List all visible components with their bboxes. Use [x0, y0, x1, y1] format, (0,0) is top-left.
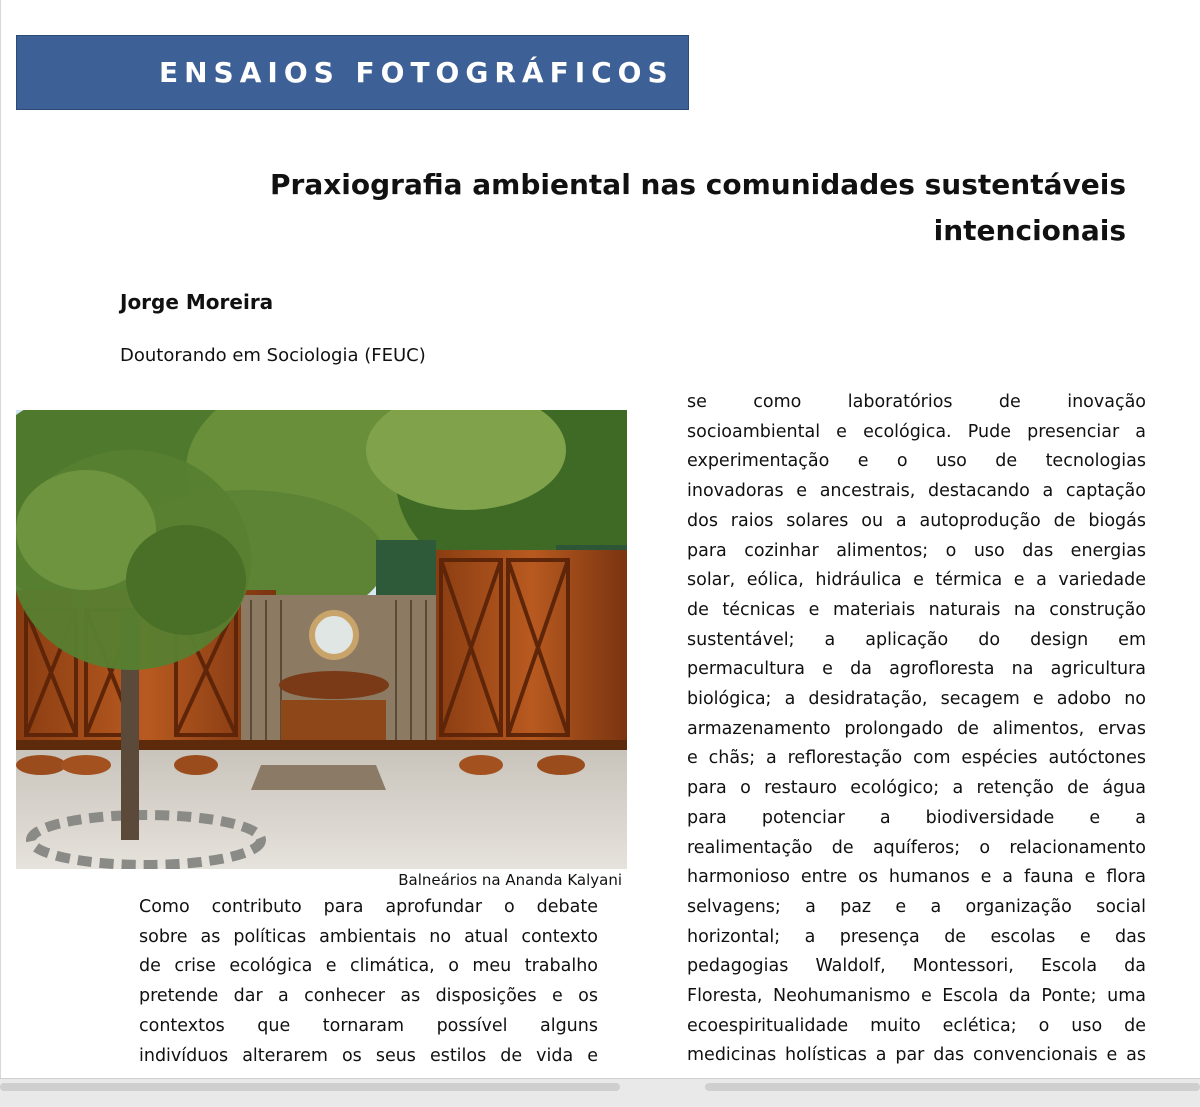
body-column-right [687, 388, 1146, 1071]
body-line: harmonioso entre os humanos e a fauna e flora [687, 867, 1146, 888]
body-column-left [139, 893, 598, 1071]
horizontal-scrollbar[interactable] [0, 1078, 1200, 1107]
body-line: solar, eólica, hidráulica e térmica e a variedade [687, 570, 1146, 591]
section-label: ENSAIOS FOTOGRÁFICOS [159, 56, 674, 89]
body-line: para cozinhar alimentos; o uso das energias [687, 540, 1146, 561]
section-header-band [16, 35, 689, 110]
body-line: realimentação de aquíferos; o relacionamento [687, 837, 1146, 858]
body-line: permacultura e da agrofloresta na agricultura [687, 659, 1146, 680]
body-line: se como laboratórios de inovação [687, 392, 1146, 412]
body-line: Como contributo para aprofundar o debate [139, 897, 598, 917]
body-line: de técnicas e materiais naturais na construção [687, 599, 1146, 620]
body-line: medicinas holísticas a par das convencionais e as [687, 1045, 1146, 1066]
body-line: experimentação e o uso de tecnologias [687, 451, 1146, 472]
body-line: para potenciar a biodiversidade e a [687, 807, 1146, 828]
article-title-line-1: Praxiografia ambiental nas comunidades sustentáveis [270, 168, 1126, 201]
body-line: para o restauro ecológico; a retenção de água [687, 778, 1146, 799]
body-line: biológica; a desidratação, secagem e adobo no [687, 689, 1146, 710]
article-title-line-2: intencionais [933, 214, 1126, 247]
article-title [226, 162, 1126, 254]
body-line: armazenamento prolongado de alimentos, ervas [687, 718, 1146, 739]
body-line: de crise ecológica e climática, o meu trabalho [139, 956, 598, 977]
body-line: selvagens; a paz e a organização social [687, 896, 1146, 917]
body-line: sobre as políticas ambientais no atual contexto [139, 926, 598, 947]
scrollbar-thumb[interactable] [0, 1083, 620, 1091]
body-line: e chãs; a reflorestação com espécies autóctones [687, 748, 1146, 769]
body-line: pretende dar a conhecer as disposições e os [139, 986, 598, 1007]
body-line: Floresta, Neohumanismo e Escola da Ponte; uma [687, 986, 1146, 1007]
body-line: ecoespiritualidade muito eclética; o uso de [687, 1015, 1146, 1036]
body-line: horizontal; a presença de escolas e das [687, 926, 1146, 947]
body-line: socioambiental e ecológica. Pude presenciar a [687, 421, 1146, 442]
scrollbar-thumb[interactable] [705, 1083, 1200, 1091]
author-name: Jorge Moreira [120, 290, 274, 314]
body-line: sustentável; a aplicação do design em [687, 629, 1146, 650]
article-photo [16, 410, 627, 869]
body-line: dos raios solares ou a autoprodução de biogás [687, 510, 1146, 531]
author-affiliation: Doutorando em Sociologia (FEUC) [120, 345, 426, 366]
photo-caption: Balneários na Ananda Kalyani [398, 871, 622, 889]
body-line: indivíduos alterarem os seus estilos de vida e [139, 1045, 598, 1066]
body-line: contextos que tornaram possível alguns [139, 1015, 598, 1036]
body-line: pedagogias Waldolf, Montessori, Escola da [687, 956, 1146, 977]
body-line: inovadoras e ancestrais, destacando a captação [687, 481, 1146, 502]
